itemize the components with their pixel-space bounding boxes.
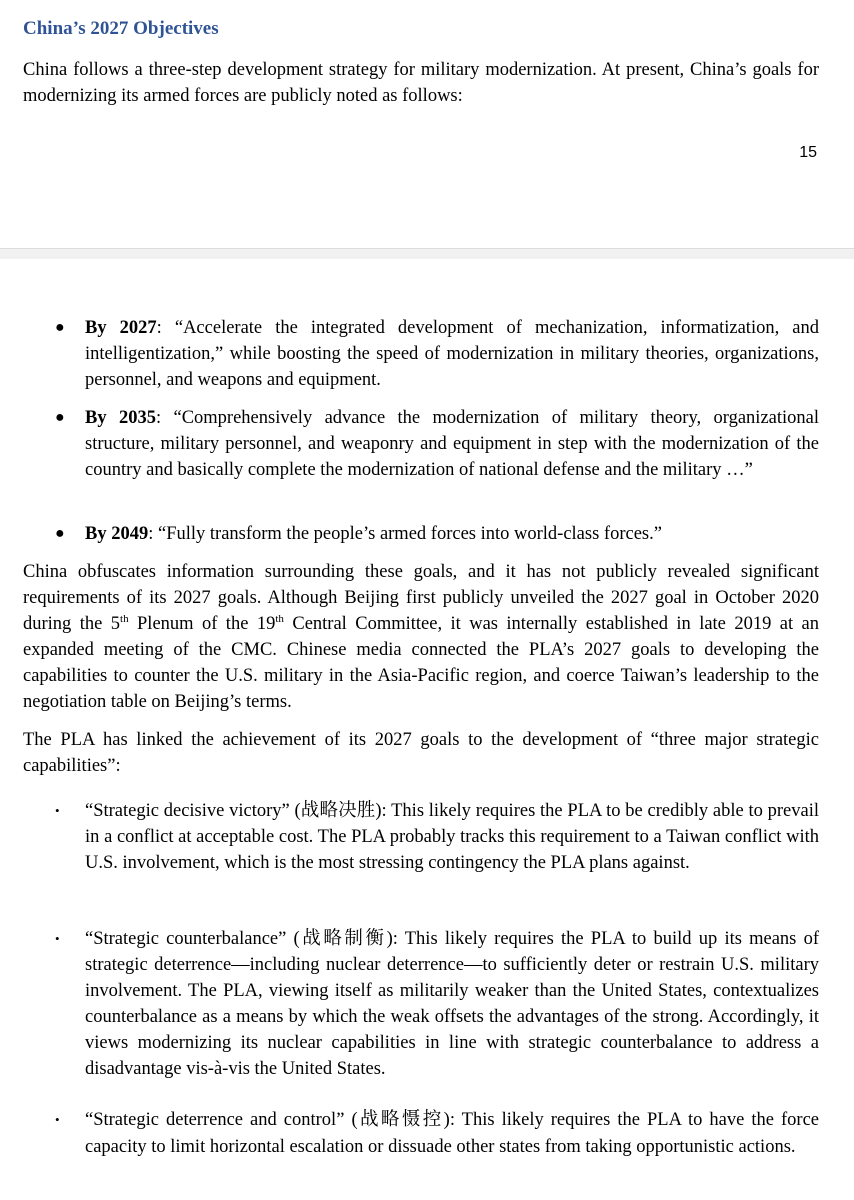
bullet-icon: •: [55, 1112, 60, 1127]
bullet-icon: ●: [55, 409, 65, 426]
goal-2027: [85, 315, 819, 393]
capability-decisive-victory: “Strategic decisive victory” (战略决胜): This likely requires the PLA to be credibly able to prevail in a conflict at acceptable cost. The PLA probably tracks this requirement to a Taiwan conflict with U.S. involvement, which is the most stressing contingency the PLA plans against.: [85, 801, 819, 873]
body-paragraph: China obfuscates information surrounding these goals, and it has not publicly revealed significant requirements of its 2027 goals. Although Beijing first publicly unveiled the 2027 goal in October 2020 during the 5th Plenum of the 19th Central Committee, it was internally established in late 2019 at an expanded meeting of the CMC. Chinese media connected the PLA’s 2027 goals to developing the capabilities to counter the U.S. military in the Asia-Pacific region, and coerce Taiwan’s leadership to the negotiation table on Beijing’s terms.: [23, 562, 820, 712]
goal-text: : “Comprehensively advance the modernization of military theory, organizational structure, military personnel, and weaponry and equipment in step with the modernization of the country and basically complete the modernization of national defense and the military …”: [85, 408, 819, 480]
section-heading: China’s 2027 Objectives: [23, 18, 219, 39]
bullet-icon: •: [55, 803, 60, 818]
goal-2049: [85, 521, 819, 547]
intro-paragraph: China follows a three-step development strategy for military modernization. At present, China’s goals for modernizing its armed forces are publicly noted as follows:: [23, 60, 819, 106]
goal-year: By 2049: [85, 524, 149, 544]
goal-year: By 2035: [85, 408, 156, 428]
goal-text: : “Fully transform the people’s armed forces into world-class forces.”: [148, 524, 662, 544]
capability-counterbalance: “Strategic counterbalance” (战略制衡): This likely requires the PLA to build up its means of strategic deterrence—including nuclear deterrence—to sufficiently deter or restrain U.S. military involvement. The PLA, viewing itself as militarily weaker than the United States, contextualizes counterbalance as a means by which the weak offsets the advantages of the strong. Accordingly, it views modernizing its nuclear capabilities in line with strategic counterbalance to address a disadvantage vis-à-vis the United States.: [85, 929, 819, 1079]
page-16-top: [0, 259, 854, 1200]
page-number: 15: [799, 144, 817, 161]
bullet-icon: •: [55, 931, 60, 946]
goal-text: : “Accelerate the integrated development of mechanization, informatization, and intelligentization,” while boosting the speed of modernization in military theories, organizations, personnel, and weapons and equipment.: [85, 318, 819, 390]
body-paragraph: The PLA has linked the achievement of its 2027 goals to the development of “three major strategic capabilities”:: [23, 730, 819, 776]
goal-2035: [85, 405, 819, 483]
capability-deterrence-control: “Strategic deterrence and control” (战略慑控): This likely requires the PLA to have the force capacity to limit horizontal escalation or dissuade other states from taking opportunistic actions.: [85, 1110, 819, 1157]
page-15-bottom: [0, 0, 854, 248]
goal-year: By 2027: [85, 318, 157, 338]
bullet-icon: ●: [55, 319, 65, 336]
bullet-icon: ●: [55, 525, 65, 542]
